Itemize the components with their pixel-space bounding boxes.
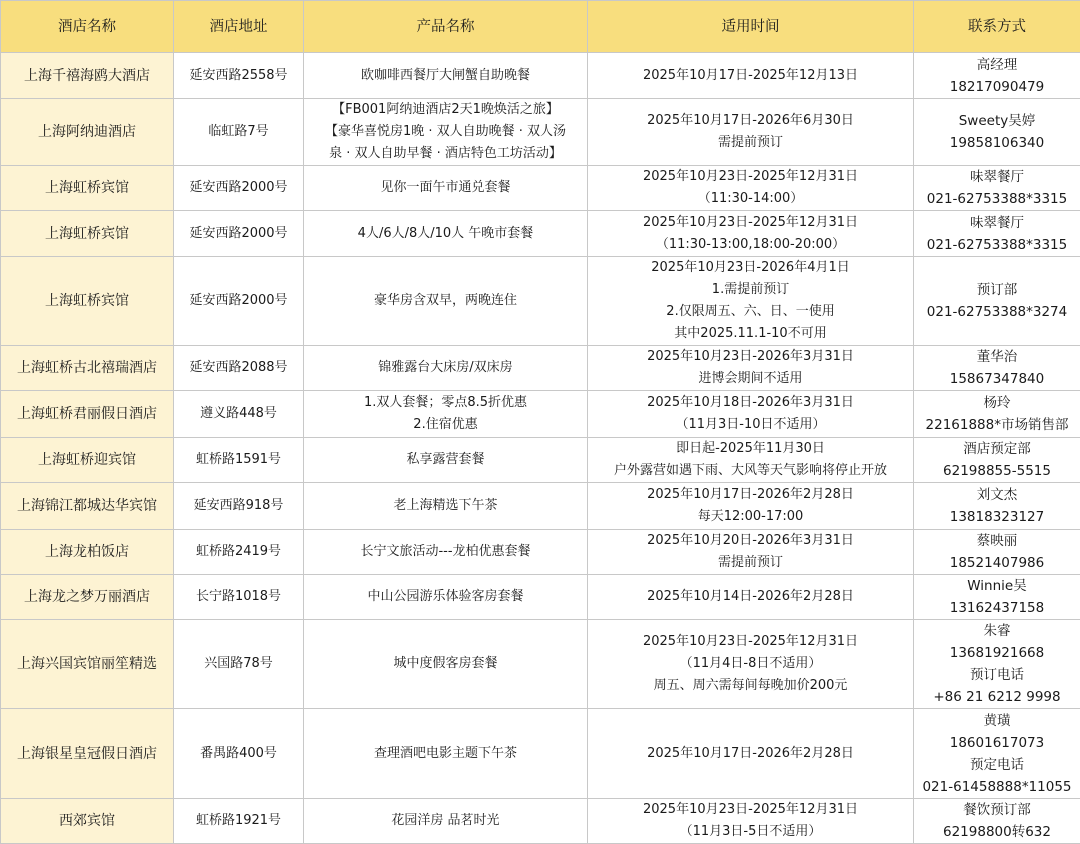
hotel-address-cell: 遵义路448号 xyxy=(174,391,304,438)
contact-cell-line: 021-62753388*3315 xyxy=(917,234,1077,256)
product-name-cell-line: 【豪华喜悦房1晚 · 双人自助晚餐 · 双人汤 xyxy=(307,121,584,143)
hotel-address-cell: 临虹路7号 xyxy=(174,99,304,166)
valid-time-cell xyxy=(588,166,914,211)
contact-cell-line: 预订电话 xyxy=(917,664,1077,686)
product-name-cell-line: 泉 · 双人自助早餐 · 酒店特色工坊活动】 xyxy=(307,143,584,165)
valid-time-cell-line: （11月3日-10日不适用） xyxy=(591,414,910,436)
contact-cell-line: 62198800转632 xyxy=(917,821,1077,843)
contact-cell xyxy=(914,709,1080,799)
valid-time-cell-line: 需提前预订 xyxy=(591,132,910,154)
contact-cell-line: 021-62753388*3315 xyxy=(917,188,1077,210)
product-name-cell xyxy=(304,53,588,99)
contact-cell xyxy=(914,166,1080,211)
contact-cell-line: 黄璜 xyxy=(917,710,1077,732)
valid-time-cell-line: 2025年10月20日-2026年3月31日 xyxy=(591,530,910,552)
product-name-cell-line: 锦雅露台大床房/双床房 xyxy=(307,357,584,379)
valid-time-cell-line: 2025年10月23日-2026年3月31日 xyxy=(591,346,910,368)
valid-time-cell xyxy=(588,53,914,99)
contact-cell xyxy=(914,391,1080,438)
contact-cell-line: 蔡映丽 xyxy=(917,530,1077,552)
contact-cell-line: 021-61458888*11055 xyxy=(917,776,1077,798)
valid-time-cell-line: 2025年10月17日-2026年2月28日 xyxy=(591,484,910,506)
product-name-cell xyxy=(304,620,588,709)
hotel-address-cell: 延安西路918号 xyxy=(174,483,304,530)
table-row xyxy=(1,166,1080,211)
hotel-name-cell: 上海兴国宾馆丽笙精选 xyxy=(1,620,174,709)
hotel-name-cell: 上海阿纳迪酒店 xyxy=(1,99,174,166)
contact-cell-line: 19858106340 xyxy=(917,132,1077,154)
contact-cell-line: +86 21 6212 9998 xyxy=(917,686,1077,708)
valid-time-cell-line: 2025年10月23日-2025年12月31日 xyxy=(591,212,910,234)
product-name-cell-line: 2.住宿优惠 xyxy=(307,414,584,436)
contact-cell xyxy=(914,483,1080,530)
product-name-cell-line: 欧咖啡西餐厅大闸蟹自助晚餐 xyxy=(307,65,584,87)
hotel-name-cell: 上海虹桥宾馆 xyxy=(1,166,174,211)
table-row xyxy=(1,709,1080,799)
contact-cell-line: 18217090479 xyxy=(917,76,1077,98)
valid-time-cell xyxy=(588,99,914,166)
contact-cell-line: 22161888*市场销售部 xyxy=(917,414,1077,436)
valid-time-cell-line: 2025年10月17日-2026年2月28日 xyxy=(591,743,910,765)
product-name-cell xyxy=(304,483,588,530)
valid-time-cell-line: 2025年10月23日-2025年12月31日 xyxy=(591,799,910,821)
product-name-cell xyxy=(304,166,588,211)
valid-time-cell xyxy=(588,799,914,844)
valid-time-cell-line: 周五、周六需每间每晚加价200元 xyxy=(591,675,910,697)
contact-cell xyxy=(914,438,1080,483)
contact-cell-line: 预定电话 xyxy=(917,754,1077,776)
table-row xyxy=(1,575,1080,620)
valid-time-cell xyxy=(588,709,914,799)
hotel-address-cell: 延安西路2000号 xyxy=(174,211,304,257)
contact-cell-line: 18601617073 xyxy=(917,732,1077,754)
hotel-address-cell: 兴国路78号 xyxy=(174,620,304,709)
contact-cell-line: 13818323127 xyxy=(917,506,1077,528)
hotel-name-cell: 上海虹桥迎宾馆 xyxy=(1,438,174,483)
valid-time-cell-line: 其中2025.11.1-10不可用 xyxy=(591,323,910,345)
hotel-name-cell: 上海虹桥宾馆 xyxy=(1,257,174,346)
valid-time-cell xyxy=(588,211,914,257)
valid-time-cell-line: 2025年10月17日-2026年6月30日 xyxy=(591,110,910,132)
hotel-name-cell: 上海虹桥君丽假日酒店 xyxy=(1,391,174,438)
contact-cell-line: 62198855-5515 xyxy=(917,460,1077,482)
valid-time-cell-line: 2025年10月18日-2026年3月31日 xyxy=(591,392,910,414)
hotel-name-cell: 上海千禧海鸥大酒店 xyxy=(1,53,174,99)
contact-cell xyxy=(914,575,1080,620)
valid-time-cell-line: （11:30-14:00） xyxy=(591,188,910,210)
table-row xyxy=(1,257,1080,346)
contact-cell xyxy=(914,620,1080,709)
table-row xyxy=(1,483,1080,530)
contact-cell-line: 13162437158 xyxy=(917,597,1077,619)
valid-time-cell xyxy=(588,438,914,483)
hotel-address-cell: 虹桥路1591号 xyxy=(174,438,304,483)
valid-time-cell xyxy=(588,575,914,620)
contact-cell-line: 15867347840 xyxy=(917,368,1077,390)
contact-cell-line: 董华治 xyxy=(917,346,1077,368)
product-name-cell xyxy=(304,99,588,166)
contact-cell-line: 杨玲 xyxy=(917,392,1077,414)
product-name-cell xyxy=(304,391,588,438)
header-row xyxy=(1,1,1080,53)
contact-cell xyxy=(914,211,1080,257)
hotel-address-cell: 长宁路1018号 xyxy=(174,575,304,620)
contact-cell-line: 酒店预定部 xyxy=(917,438,1077,460)
valid-time-cell xyxy=(588,530,914,575)
product-name-cell xyxy=(304,346,588,391)
valid-time-cell-line: 即日起-2025年11月30日 xyxy=(591,438,910,460)
valid-time-cell-line: 2025年10月17日-2025年12月13日 xyxy=(591,65,910,87)
hotel-address-cell: 延安西路2000号 xyxy=(174,166,304,211)
hotel-name-cell: 上海龙柏饭店 xyxy=(1,530,174,575)
hotel-name-cell: 上海银星皇冠假日酒店 xyxy=(1,709,174,799)
valid-time-cell-line: （11:30-13:00,18:00-20:00） xyxy=(591,234,910,256)
valid-time-cell xyxy=(588,346,914,391)
contact-cell-line: 味翠餐厅 xyxy=(917,166,1077,188)
valid-time-cell-line: 1.需提前预订 xyxy=(591,279,910,301)
valid-time-cell-line: 2025年10月23日-2026年4月1日 xyxy=(591,257,910,279)
hotel-address-cell: 番禺路400号 xyxy=(174,709,304,799)
contact-cell-line: 18521407986 xyxy=(917,552,1077,574)
hotel-name-cell: 上海锦江都城达华宾馆 xyxy=(1,483,174,530)
product-name-cell xyxy=(304,575,588,620)
header-contact: 联系方式 xyxy=(914,1,1080,53)
product-name-cell-line: 豪华房含双早，两晚连住 xyxy=(307,290,584,312)
contact-cell-line: 味翠餐厅 xyxy=(917,212,1077,234)
table-row xyxy=(1,620,1080,709)
contact-cell-line: Sweety吴婷 xyxy=(917,110,1077,132)
contact-cell-line: 021-62753388*3274 xyxy=(917,301,1077,323)
contact-cell xyxy=(914,530,1080,575)
product-name-cell xyxy=(304,709,588,799)
valid-time-cell xyxy=(588,483,914,530)
header-product-name: 产品名称 xyxy=(304,1,588,53)
valid-time-cell-line: 2025年10月23日-2025年12月31日 xyxy=(591,631,910,653)
contact-cell xyxy=(914,53,1080,99)
valid-time-cell-line: 2025年10月23日-2025年12月31日 xyxy=(591,166,910,188)
product-name-cell-line: 中山公园游乐体验客房套餐 xyxy=(307,586,584,608)
table-row xyxy=(1,211,1080,257)
header-valid-time: 适用时间 xyxy=(588,1,914,53)
product-name-cell-line: 老上海精选下午茶 xyxy=(307,495,584,517)
contact-cell-line: 高经理 xyxy=(917,54,1077,76)
header-hotel-name: 酒店名称 xyxy=(1,1,174,53)
product-name-cell-line: 长宁文旅活动---龙柏优惠套餐 xyxy=(307,541,584,563)
product-name-cell xyxy=(304,257,588,346)
hotel-name-cell: 上海虹桥宾馆 xyxy=(1,211,174,257)
product-name-cell-line: 花园洋房 品茗时光 xyxy=(307,810,584,832)
hotel-name-cell: 西郊宾馆 xyxy=(1,799,174,844)
header-hotel-address: 酒店地址 xyxy=(174,1,304,53)
product-name-cell-line: 4人/6人/8人/10人 午晚市套餐 xyxy=(307,223,584,245)
contact-cell-line: Winnie吴 xyxy=(917,575,1077,597)
table-row xyxy=(1,530,1080,575)
table-row xyxy=(1,99,1080,166)
contact-cell-line: 预订部 xyxy=(917,279,1077,301)
valid-time-cell-line: 进博会期间不适用 xyxy=(591,368,910,390)
table-row xyxy=(1,346,1080,391)
contact-cell xyxy=(914,257,1080,346)
hotel-address-cell: 虹桥路2419号 xyxy=(174,530,304,575)
hotel-name-cell: 上海龙之梦万丽酒店 xyxy=(1,575,174,620)
contact-cell-line: 刘文杰 xyxy=(917,484,1077,506)
hotel-address-cell: 延安西路2000号 xyxy=(174,257,304,346)
valid-time-cell xyxy=(588,391,914,438)
product-name-cell xyxy=(304,438,588,483)
table-row xyxy=(1,391,1080,438)
hotel-address-cell: 延安西路2558号 xyxy=(174,53,304,99)
product-name-cell-line: 城中度假客房套餐 xyxy=(307,653,584,675)
contact-cell-line: 餐饮预订部 xyxy=(917,799,1077,821)
valid-time-cell-line: （11月3日-5日不适用） xyxy=(591,821,910,843)
hotel-name-cell: 上海虹桥古北禧瑞酒店 xyxy=(1,346,174,391)
contact-cell xyxy=(914,799,1080,844)
table-row xyxy=(1,438,1080,483)
contact-cell-line: 朱睿 xyxy=(917,620,1077,642)
valid-time-cell-line: 每天12:00-17:00 xyxy=(591,506,910,528)
valid-time-cell xyxy=(588,620,914,709)
hotel-address-cell: 虹桥路1921号 xyxy=(174,799,304,844)
product-name-cell-line: 私享露营套餐 xyxy=(307,449,584,471)
contact-cell-line: 13681921668 xyxy=(917,642,1077,664)
table-row xyxy=(1,53,1080,99)
contact-cell xyxy=(914,346,1080,391)
hotel-address-cell: 延安西路2088号 xyxy=(174,346,304,391)
product-name-cell-line: 查理酒吧电影主题下午茶 xyxy=(307,743,584,765)
product-name-cell xyxy=(304,799,588,844)
valid-time-cell-line: 户外露营如遇下雨、大风等天气影响将停止开放 xyxy=(591,460,910,482)
product-name-cell xyxy=(304,211,588,257)
product-name-cell-line: 1.双人套餐；零点8.5折优惠 xyxy=(307,392,584,414)
contact-cell xyxy=(914,99,1080,166)
valid-time-cell-line: 2025年10月14日-2026年2月28日 xyxy=(591,586,910,608)
product-name-cell xyxy=(304,530,588,575)
table-row xyxy=(1,799,1080,844)
valid-time-cell-line: 2.仅限周五、六、日、一使用 xyxy=(591,301,910,323)
valid-time-cell xyxy=(588,257,914,346)
valid-time-cell-line: （11月4日-8日不适用） xyxy=(591,653,910,675)
valid-time-cell-line: 需提前预订 xyxy=(591,552,910,574)
product-name-cell-line: 【FB001阿纳迪酒店2天1晚焕活之旅】 xyxy=(307,99,584,121)
product-name-cell-line: 见你一面午市通兑套餐 xyxy=(307,177,584,199)
